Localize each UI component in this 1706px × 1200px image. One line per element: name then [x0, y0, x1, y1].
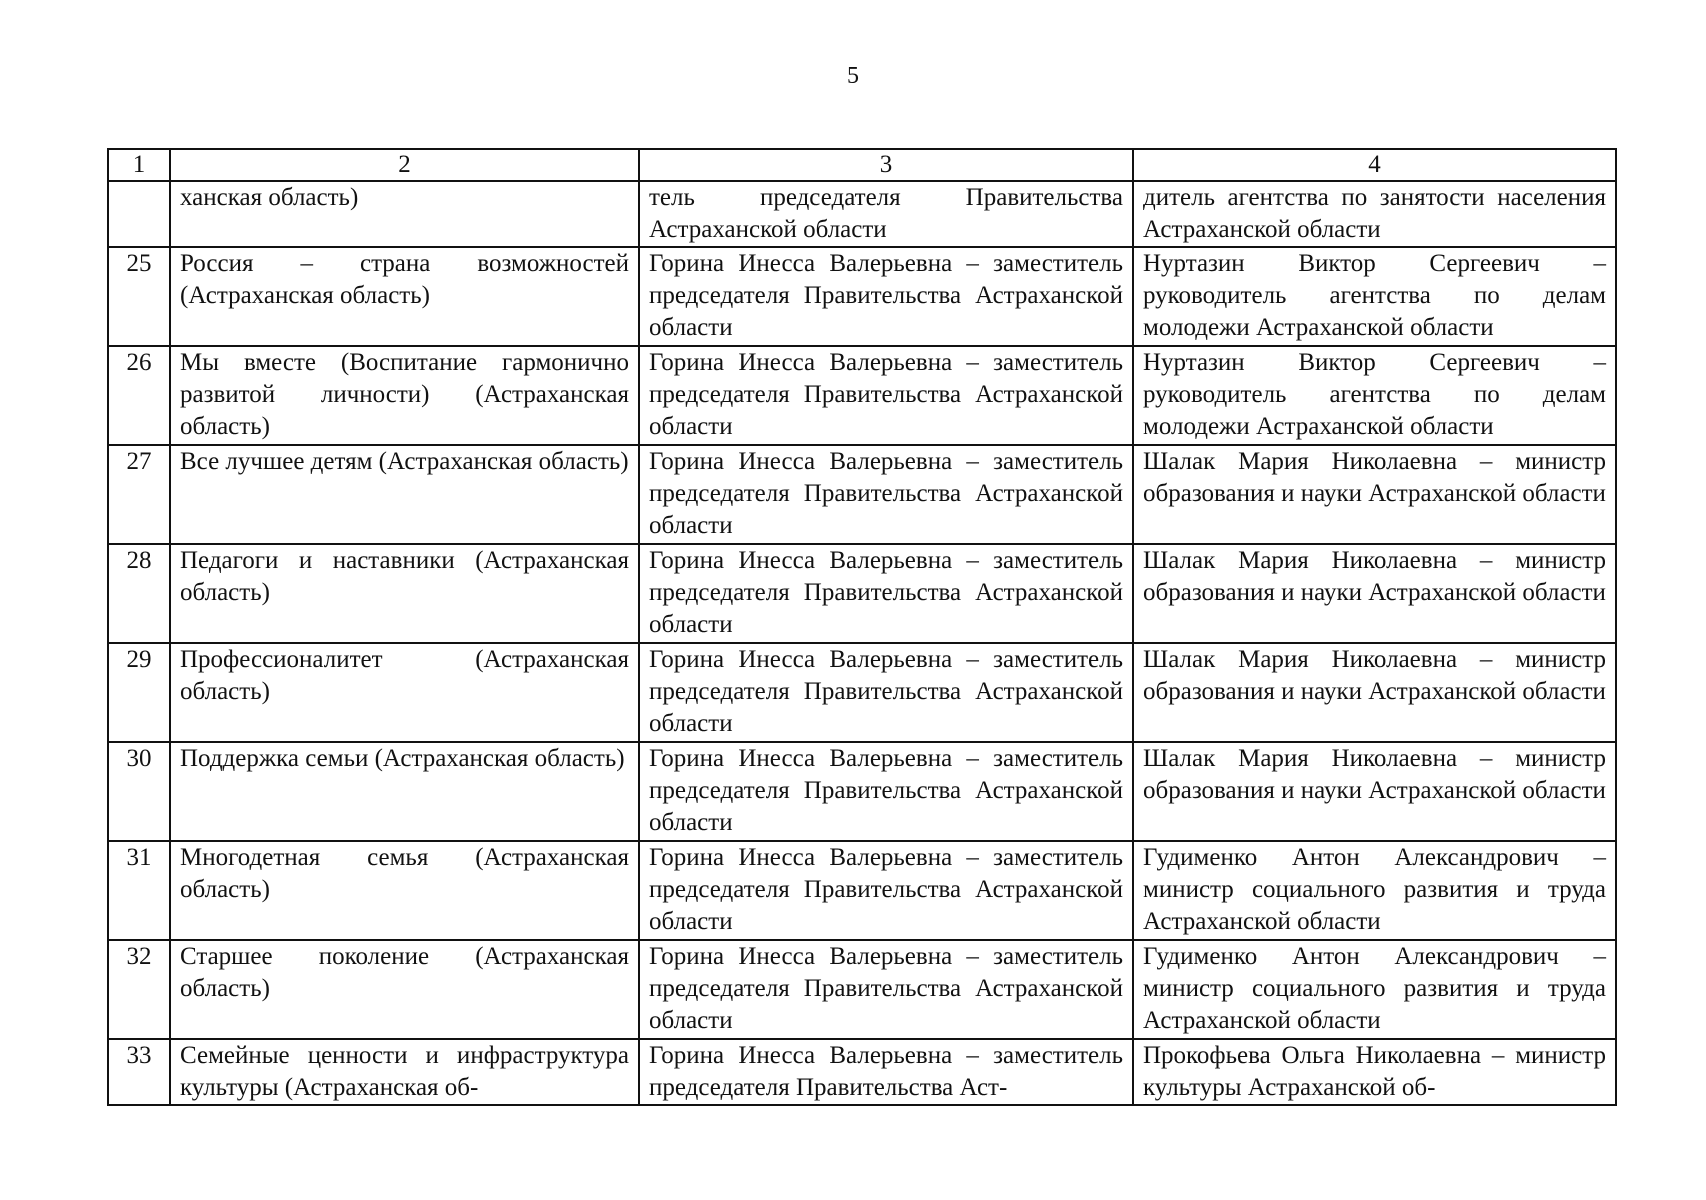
project-name: Мы вместе (Воспитание гармонично развитой личности) (Астраханская область): [170, 346, 639, 445]
curator: тель председателя Правительства Астраханской области: [639, 181, 1133, 247]
project-head: Прокофьева Ольга Николаевна – министр культуры Астраханской об-: [1133, 1039, 1616, 1105]
row-number: 29: [108, 643, 170, 742]
table-row: [108, 247, 1616, 346]
row-number: 28: [108, 544, 170, 643]
project-head: Шалак Мария Николаевна – министр образования и науки Астраханской области: [1133, 544, 1616, 643]
row-number: 30: [108, 742, 170, 841]
project-name: Старшее поколение (Астраханская область): [170, 940, 639, 1039]
project-name: Педагоги и наставники (Астраханская область): [170, 544, 639, 643]
curator: Горина Инесса Валерьевна – заместитель председателя Правительства Астраханской области: [639, 445, 1133, 544]
curator: Горина Инесса Валерьевна – заместитель председателя Правительства Астраханской области: [639, 742, 1133, 841]
project-head: Шалак Мария Николаевна – министр образования и науки Астраханской области: [1133, 643, 1616, 742]
curator: Горина Инесса Валерьевна – заместитель председателя Правительства Астраханской области: [639, 940, 1133, 1039]
row-number: 27: [108, 445, 170, 544]
curator: Горина Инесса Валерьевна – заместитель председателя Правительства Астраханской области: [639, 247, 1133, 346]
table-row: [108, 643, 1616, 742]
table-row: [108, 1039, 1616, 1105]
table-row: [108, 544, 1616, 643]
row-number: [108, 181, 170, 247]
table-row: [108, 940, 1616, 1039]
project-name: Семейные ценности и инфраструктура культуры (Астраханская об-: [170, 1039, 639, 1105]
project-name: Поддержка семьи (Астраханская область): [170, 742, 639, 841]
column-header-4: 4: [1133, 149, 1616, 181]
project-head: Гудименко Антон Александрович – министр социального развития и труда Астраханской области: [1133, 841, 1616, 940]
column-header-3: 3: [639, 149, 1133, 181]
project-name: ханская область): [170, 181, 639, 247]
row-number: 25: [108, 247, 170, 346]
header-row: [108, 149, 1616, 181]
table-row: [108, 445, 1616, 544]
project-head: Нуртазин Виктор Сергеевич – руководитель агентства по делам молодежи Астраханской области: [1133, 346, 1616, 445]
project-head: дитель агентства по занятости населения Астраханской области: [1133, 181, 1616, 247]
column-header-1: 1: [108, 149, 170, 181]
project-head: Гудименко Антон Александрович – министр социального развития и труда Астраханской области: [1133, 940, 1616, 1039]
table-row: [108, 841, 1616, 940]
row-number: 32: [108, 940, 170, 1039]
row-number: 26: [108, 346, 170, 445]
page-number: 5: [847, 63, 859, 89]
table-body: [108, 181, 1616, 1105]
table-header: [108, 149, 1616, 181]
table-row: [108, 181, 1616, 247]
curator: Горина Инесса Валерьевна – заместитель председателя Правительства Астраханской области: [639, 643, 1133, 742]
project-head: Нуртазин Виктор Сергеевич – руководитель агентства по делам молодежи Астраханской области: [1133, 247, 1616, 346]
project-name: Профессионалитет (Астраханская область): [170, 643, 639, 742]
curator: Горина Инесса Валерьевна – заместитель председателя Правительства Астраханской области: [639, 544, 1133, 643]
project-head: Шалак Мария Николаевна – министр образования и науки Астраханской области: [1133, 742, 1616, 841]
curator: Горина Инесса Валерьевна – заместитель председателя Правительства Астраханской области: [639, 841, 1133, 940]
project-name: Все лучшее детям (Астраханская область): [170, 445, 639, 544]
project-name: Многодетная семья (Астраханская область): [170, 841, 639, 940]
row-number: 33: [108, 1039, 170, 1105]
curator: Горина Инесса Валерьевна – заместитель председателя Правительства Астраханской области: [639, 346, 1133, 445]
project-name: Россия – страна возможностей (Астраханская область): [170, 247, 639, 346]
curator: Горина Инесса Валерьевна – заместитель председателя Правительства Аст-: [639, 1039, 1133, 1105]
table-row: [108, 346, 1616, 445]
projects-table: [107, 148, 1617, 1106]
table-row: [108, 742, 1616, 841]
project-head: Шалак Мария Николаевна – министр образования и науки Астраханской области: [1133, 445, 1616, 544]
column-header-2: 2: [170, 149, 639, 181]
row-number: 31: [108, 841, 170, 940]
